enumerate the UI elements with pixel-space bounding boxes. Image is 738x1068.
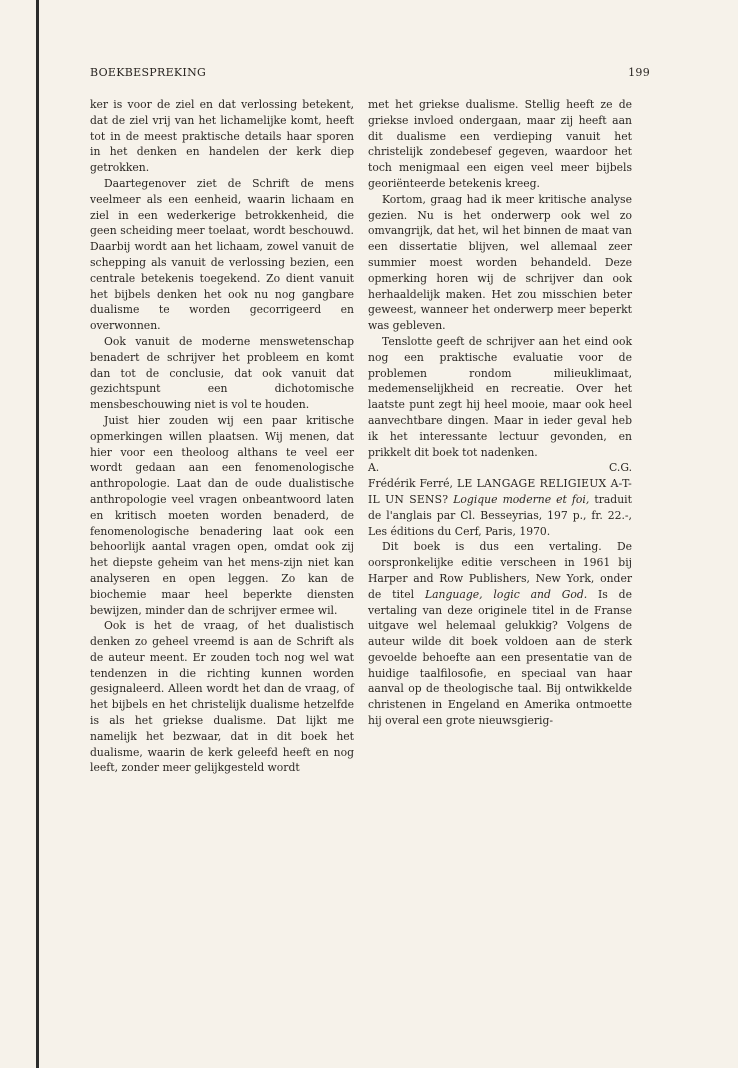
paragraph: Daartegenover ziet de Schrift de mens veelmeer als een eenheid, waarin lichaam en ziel in een wederkerige betrokkenheid, die geen scheiding meer toelaat, wordt beschouwd. Daarbij wordt aan het lichaam, zowel vanuit de schepping als vanuit de verlossing bezien, een centrale betekenis toegekend. Zo dient vanuit het bijbels denken het ook nu nog gangbare dualisme te worden gecorrigeerd en overwonnen. (90, 176, 354, 333)
review-citation (368, 476, 632, 539)
paragraph: Ook vanuit de moderne menswetenschap benadert de schrijver het probleem en komt dan tot de conclusie, dat ook vanuit dat gezichtspunt een dichotomische mensbeschouwing niet is vol te houden. (90, 334, 354, 412)
review-text: Dit boek is dus een vertaling. De oorspronkelijke editie verscheen in 1961 bij Harper and Row Publishers, New York, onder de titel (368, 540, 632, 601)
review-book-title: LE LANGAGE RELIGIEUX A-T-IL UN SENS? (368, 477, 632, 506)
paragraph: Ook is het de vraag, of het dualistisch denken zo geheel vreemd is aan de Schrift als de auteur meent. Er zouden toch nog wel wat tendenzen in die richting kunnen worden gesignaleerd. Alleen wordt het dan de vraag, of het bijbels en het christelijk dualisme hetzelfde is als het griekse dualisme. Dat lijkt me namelijk het bezwaar, dat in dit boek het dualisme, waarin de kerk geleefd heeft en nog leeft, zonder meer gelijkgesteld wordt (90, 619, 354, 775)
paragraph (368, 539, 632, 729)
page-number: 199 (628, 66, 650, 79)
paragraph: met het griekse dualisme. Stellig heeft ze de griekse invloed ondergaan, maar zij heeft aan dit dualisme een verdieping vanuit het christelijk zondebesef gegeven, waardoor het toch menigmaal een eigen veel meer bijbels georiënteerde betekenis kreeg. (368, 98, 632, 190)
review-signature (368, 460, 632, 476)
paragraph: Juist hier zouden wij een paar kritische opmerkingen willen plaatsen. Wij menen, dat hier voor een theoloog althans te veel eer wordt gedaan aan een fenomenologische anthropologie. Laat dan de oude dualistische anthropologie veel vragen onbeantwoord laten en kritisch moeten worden benaderd, de fenomenologische benadering laat ook een behoorlijk aantal vragen open, omdat ook zij het diepste geheim van het mens-zijn niet kan analyseren en open leggen. Zo kan de biochemie maar heel beperkte diensten bewijzen, minder dan de schrijver ermee wil. (90, 413, 354, 617)
right-column (368, 97, 632, 729)
left-column (90, 97, 354, 776)
signature-reviewer: C.G. (609, 461, 632, 475)
scan-edge (36, 0, 39, 1068)
review-author: Frédérik Ferré, (368, 477, 453, 491)
page (90, 0, 650, 1068)
running-title: BOEKBESPREKING (90, 66, 207, 79)
signature-initial: A. (368, 461, 380, 475)
original-title: Language, logic and God. (424, 587, 588, 601)
review-book-subtitle: Logique moderne et foi, (453, 492, 590, 506)
paragraph: ker is voor de ziel en dat verlossing betekent, dat de ziel vrij van het lichamelijke komt, heeft tot in de meest praktische details haar sporen in het denken en handelen der kerk diep getrokken. (90, 98, 354, 175)
paragraph: Tenslotte geeft de schrijver aan het eind ook nog een praktische evaluatie voor de problemen rondom milieuklimaat, medemenselijkheid en recreatie. Over het laatste punt zegt hij heel mooie, maar ook heel aanvechtbare dingen. Maar in ieder geval heb ik het interessante lectuur gevonden, en prikkelt dit boek tot nadenken. (368, 334, 632, 459)
review-text-cont: Is de vertaling van deze originele titel in de Franse uitgave wel helemaal gelukkig? Volgens de auteur wilde dit boek voldoen aan de sterk gevoelde behoefte aan een presentatie van de huidige taalfilosofie, en speciaal van haar aanval op de theologische taal. Bij ontwikkelde christenen in Engeland en Amerika ontmoette hij overal een grote nieuwsgierig- (368, 587, 632, 728)
paragraph: Kortom, graag had ik meer kritische analyse gezien. Nu is het onderwerp ook wel zo omvangrijk, dat het, wil het binnen de maat van een dissertatie blijven, wel allemaal zeer summier moest worden behandeld. Deze opmerking horen wij de schrijver dan ook herhaaldelijk maken. Het zou misschien beter geweest, wanneer het onderwerp meer beperkt was gebleven. (368, 192, 632, 333)
review-book-details: traduit de l'anglais par Cl. Besseyrias, 197 p., fr. 22.-, Les éditions du Cerf, Paris, 1970. (368, 492, 632, 538)
